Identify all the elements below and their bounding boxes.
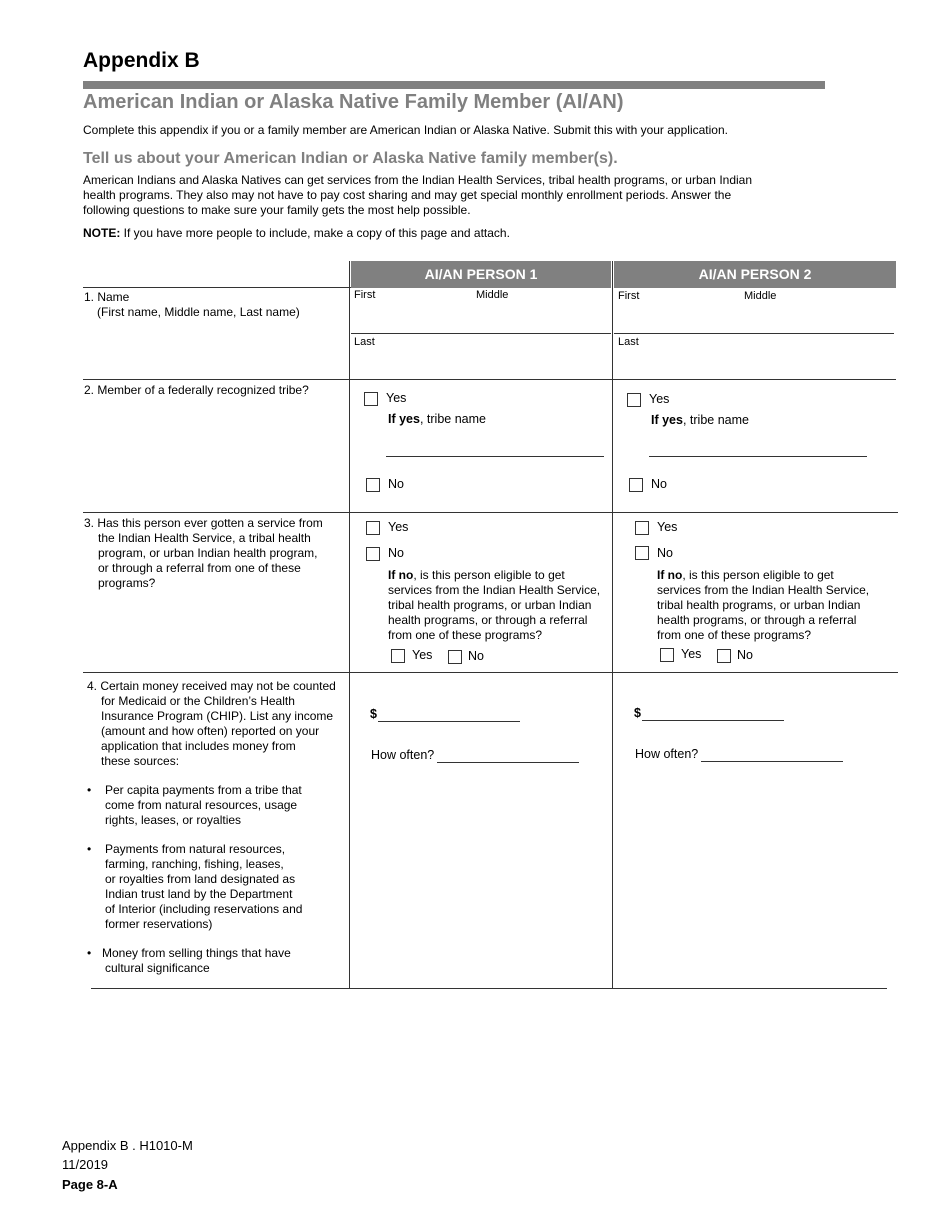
person1-eligible-no-checkbox[interactable] [448, 650, 462, 664]
row-divider [83, 379, 896, 380]
person1-service-no-checkbox[interactable] [366, 547, 380, 561]
q4-line-4: (amount and how often) reported on your [101, 724, 320, 738]
bullet: • [87, 842, 92, 856]
person2-tribe-name-input[interactable] [649, 456, 867, 457]
yes-label: Yes [649, 392, 670, 406]
middle-name-label: Middle [476, 289, 509, 301]
if-no-line-2: services from the Indian Health Service, [657, 583, 870, 597]
bullet-2-line-2: farming, ranching, fishing, leases, [105, 857, 284, 871]
dollar-sign: $ [634, 706, 641, 720]
bullet-3-line-1: Money from selling things that have [102, 946, 291, 960]
row-divider [351, 333, 611, 334]
person1-service-yes-checkbox[interactable] [366, 521, 380, 535]
yes-label: Yes [386, 391, 407, 405]
bullet-1-line-1: Per capita payments from a tribe that [105, 783, 302, 797]
first-name-label: First [618, 290, 640, 302]
row-divider [83, 287, 351, 288]
yes-label: Yes [388, 520, 409, 534]
if-yes-rest: , tribe name [682, 413, 749, 427]
person1-first-middle-input[interactable] [352, 303, 610, 331]
q1-label: 1. Name [84, 290, 130, 304]
if-no-line-3: tribal health programs, or urban Indian [657, 598, 861, 612]
person1-tribe-yes-checkbox[interactable] [364, 392, 378, 406]
if-no-bold: If no [657, 568, 683, 582]
person2-eligible-no-checkbox[interactable] [717, 649, 731, 663]
footer-page-number: Page 8-A [62, 1177, 118, 1192]
no-label: No [468, 649, 484, 663]
person2-tribe-yes-checkbox[interactable] [627, 393, 641, 407]
column-header-person-2: AI/AN PERSON 2 [614, 261, 896, 288]
q4-line-1: 4. Certain money received may not be counted [87, 679, 336, 693]
person1-eligible-yes-checkbox[interactable] [391, 649, 405, 663]
appendix-title: Appendix B [83, 49, 200, 72]
if-no-line-4: health programs, or through a referral [657, 613, 857, 627]
footer-form-id: Appendix B . H1010-M [62, 1138, 193, 1153]
bullet-2-line-5: of Interior (including reservations and [105, 902, 303, 916]
person2-service-no-checkbox[interactable] [635, 546, 649, 560]
person2-tribe-no-checkbox[interactable] [629, 478, 643, 492]
note [83, 226, 510, 241]
q3-line-4: or through a referral from one of these [98, 561, 301, 575]
no-label: No [388, 477, 404, 491]
if-no-rest: , is this person eligible to get [413, 568, 565, 582]
if-no-rest: , is this person eligible to get [682, 568, 834, 582]
yes-label: Yes [681, 647, 702, 661]
if-yes-rest: , tribe name [419, 412, 486, 426]
no-label: No [737, 648, 753, 662]
q2-label: 2. Member of a federally recognized tribe? [84, 383, 309, 397]
q3-line-5: programs? [98, 576, 156, 590]
bullet: • [87, 783, 92, 797]
q1-sublabel: (First name, Middle name, Last name) [97, 305, 300, 319]
column-divider [612, 261, 613, 989]
row-divider [91, 988, 887, 989]
q3-line-1: 3. Has this person ever gotten a service from [84, 516, 323, 530]
person1-last-name-input[interactable] [352, 350, 610, 377]
no-label: No [651, 477, 667, 491]
middle-name-label: Middle [744, 290, 777, 302]
row-divider [83, 672, 898, 673]
if-no-line-5: from one of these programs? [388, 628, 543, 642]
if-no-line-5: from one of these programs? [657, 628, 812, 642]
q4-line-2: for Medicaid or the Children’s Health [101, 694, 295, 708]
column-header-person-1: AI/AN PERSON 1 [351, 261, 611, 288]
bullet-3-line-2: cultural significance [105, 961, 210, 975]
person1-income-amount-input[interactable] [378, 721, 520, 722]
footer-date: 11/2019 [62, 1157, 109, 1172]
yes-label: Yes [657, 520, 678, 534]
bullet-2-line-6: former reservations) [105, 917, 213, 931]
bullet-2-line-3: or royalties from land designated as [105, 872, 296, 886]
person2-income-frequency-input[interactable] [701, 761, 843, 762]
last-name-label: Last [354, 336, 375, 348]
dollar-sign: $ [370, 707, 377, 721]
last-name-label: Last [618, 336, 639, 348]
person1-tribe-name-input[interactable] [386, 456, 604, 457]
first-name-label: First [354, 289, 376, 301]
bullet: • [87, 946, 92, 960]
q3-line-3: program, or urban Indian health program, [98, 546, 318, 560]
section-title: American Indian or Alaska Native Family Member (AI/AN) [83, 91, 624, 113]
bullet-2-line-4: Indian trust land by the Department [105, 887, 293, 901]
body-line-1: American Indians and Alaska Natives can get services from the Indian Health Services, tribal health programs, or urban Indian [83, 173, 753, 187]
if-yes-bold: If yes [388, 412, 420, 426]
person2-service-yes-checkbox[interactable] [635, 521, 649, 535]
row-divider [83, 512, 898, 513]
if-no-bold: If no [388, 568, 414, 582]
person2-last-name-input[interactable] [615, 350, 893, 377]
how-often-label: How often? [635, 747, 699, 761]
how-often-label: How often? [371, 748, 435, 762]
if-no-line-4: health programs, or through a referral [388, 613, 588, 627]
header-divider [83, 81, 825, 89]
if-yes-bold: If yes [651, 413, 683, 427]
body-line-2: health programs. They also may not have to pay cost sharing and may get special monthly enrollment periods. Answer the [83, 188, 732, 202]
person2-income-amount-input[interactable] [642, 720, 784, 721]
person2-eligible-yes-checkbox[interactable] [660, 648, 674, 662]
bullet-1-line-3: rights, leases, or royalties [105, 813, 242, 827]
bullet-2-line-1: Payments from natural resources, [105, 842, 286, 856]
column-divider [349, 261, 350, 989]
person2-first-middle-input[interactable] [615, 303, 893, 331]
subtitle: Tell us about your American Indian or Alaska Native family member(s). [83, 150, 618, 167]
if-no-line-2: services from the Indian Health Service, [388, 583, 601, 597]
no-label: No [657, 546, 673, 560]
person1-income-frequency-input[interactable] [437, 762, 579, 763]
note-label: NOTE: [83, 226, 121, 240]
q4-line-5: application that includes money from [101, 739, 296, 753]
yes-label: Yes [412, 648, 433, 662]
body-line-3: following questions to make sure your family gets the most help possible. [83, 203, 471, 217]
if-yes-label [388, 412, 486, 426]
if-no-line-3: tribal health programs, or urban Indian [388, 598, 592, 612]
if-no-line-1 [388, 568, 565, 583]
q3-line-2: the Indian Health Service, a tribal health [98, 531, 311, 545]
bullet-1-line-2: come from natural resources, usage [105, 798, 298, 812]
row-divider [614, 333, 894, 334]
q4-line-6: these sources: [101, 754, 180, 768]
no-label: No [388, 546, 404, 560]
person1-tribe-no-checkbox[interactable] [366, 478, 380, 492]
intro-text: Complete this appendix if you or a family member are American Indian or Alaska Native. Submit this with your application. [83, 123, 728, 137]
q4-line-3: Insurance Program (CHIP). List any income [101, 709, 334, 723]
if-no-line-1 [657, 568, 834, 583]
note-text: If you have more people to include, make a copy of this page and attach. [120, 226, 510, 240]
if-yes-label [651, 413, 749, 427]
